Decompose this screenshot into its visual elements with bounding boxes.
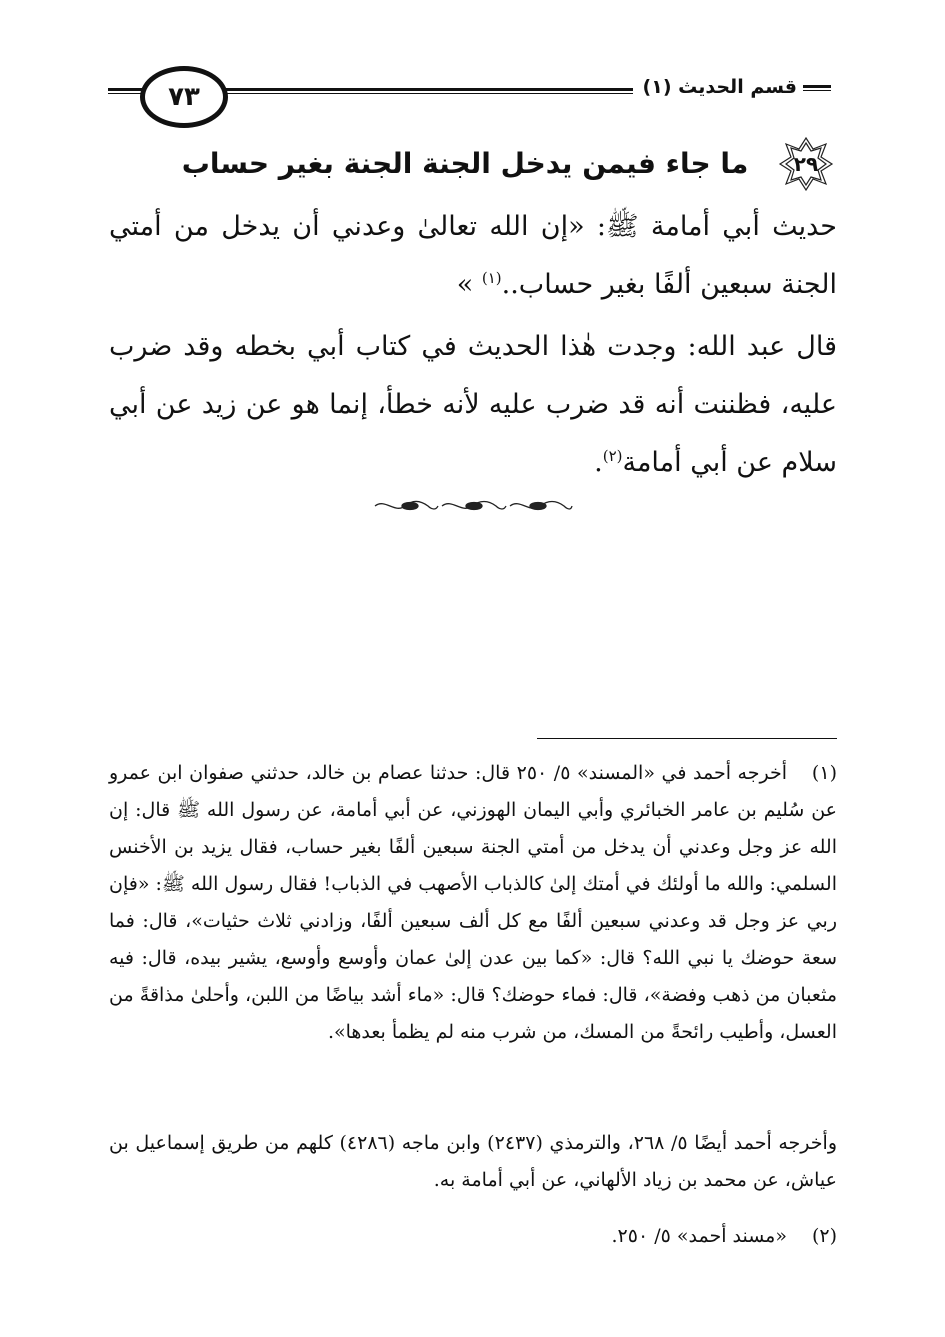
- footnote-2: [109, 1218, 837, 1255]
- commentary-paragraph: [109, 318, 837, 492]
- footnote-1: [109, 755, 837, 1051]
- footnote-ref-2: (٢): [602, 447, 623, 465]
- hadith-paragraph: [109, 198, 837, 314]
- section-number-badge: [777, 135, 835, 193]
- title-dash: [803, 85, 831, 91]
- running-title: [633, 72, 837, 102]
- running-title-text: قسم الحديث (١): [642, 76, 797, 98]
- section-title: ما جاء فيمن يدخل الجنة الجنة بغير حساب: [181, 147, 749, 180]
- ornament-divider-icon: [370, 494, 575, 518]
- footnote-2-text: «مسند أحمد» ٥/ ٢٥٠.: [611, 1225, 787, 1247]
- hadith-text: حديث أبي أمامة ﷺ: «إن الله تعالىٰ وعدني أن يدخل من أمتي الجنة سبعين ألفًا بغير حساب..: [109, 211, 837, 300]
- section-number: ٢٩: [793, 152, 819, 176]
- footnote-2-number: (٢): [811, 1225, 837, 1247]
- footnote-ref-1: (١): [481, 269, 502, 287]
- page-number-oval: [140, 66, 228, 128]
- footnote-separator: [537, 738, 837, 739]
- footnote-1-number: (١): [811, 762, 837, 784]
- commentary-text: قال عبد الله: وجدت هٰذا الحديث في كتاب أبي بخطه وقد ضرب عليه، فظننت أنه قد ضرب عليه لأنه خطأ، إنما هو عن زيد عن أبي سلام عن أبي أمامة: [109, 331, 837, 478]
- footnote-1-continuation: [109, 1125, 837, 1199]
- footnote-1-text: أخرجه أحمد في «المسند» ٥/ ٢٥٠ قال: حدثنا عصام بن خالد، حدثني صفوان ابن عمرو عن سُليم بن عامر الخبائري وأبي اليمان الهوزني، عن أبي أمامة، عن رسول الله ﷺ قال: إن الله عز وجل وعدني أن يدخل من أمتي الجنة سبعين ألفًا بغير حساب، فقال يزيد بن الأخنس السلمي: والله ما أولئك في أمتك إلىٰ كالذباب الأصهب في الذباب! فقال رسول الله ﷺ: «فإن ربي عز وجل قد وعدني سبعين ألفًا مع كل ألف سبعين ألفًا، وزادني ثلاث حثيات»، قال: فما سعة حوضك يا نبي الله؟ قال: «كما بين عدن إلىٰ عمان وأوسع وأوسع، يشير بيده، قال: فيه مثعبان من ذهب وفضة»، قال: فماء حوضك؟ قال: «ماء أشد بياضًا من اللبن، وأحلىٰ مذاقةً من العسل، وأطيب رائحةً من المسك، من شرب منه لم يظمأ بعدها».: [109, 762, 837, 1043]
- commentary-text-end: .: [594, 447, 603, 478]
- page-number: ٧٣: [168, 82, 200, 112]
- footnote-1-extra-text: وأخرجه أحمد أيضًا ٥/ ٢٦٨، والترمذي (٢٤٣٧) وابن ماجه (٤٢٨٦) كلهم من طريق إسماعيل بن عياش، عن محمد بن زياد الألهاني، عن أبي أمامة به.: [109, 1132, 837, 1191]
- hadith-text-end: »: [456, 269, 482, 300]
